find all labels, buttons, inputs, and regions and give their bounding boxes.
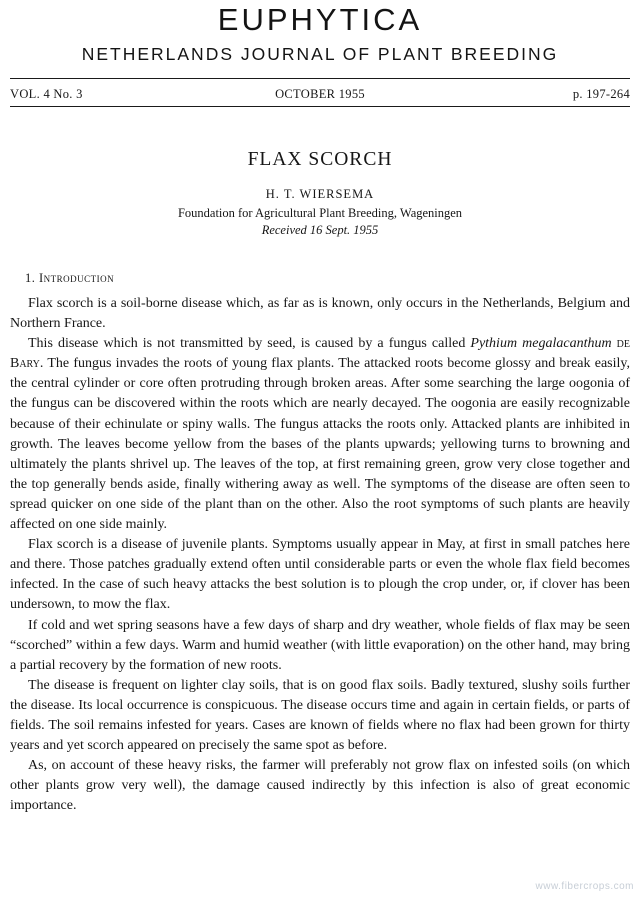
paragraph-2-start: This disease which is not transmitted by seed, is caused by a fungus called — [28, 336, 471, 352]
author-affiliation: Foundation for Agricultural Plant Breeding, Wageningen — [177, 206, 463, 220]
paragraph-3: Flax scorch is a disease of juvenile plants. Symptoms usually appear in May, at first in small patches here and there. Those patches gradually extend often until considerable parts or even the whole flax field becomes infected. In the case of such heavy attacks the best solution is to plough the crop under, or, if clover has been undersown, to mow the flax. — [10, 537, 630, 613]
section-number: 1. — [25, 271, 36, 285]
journal-subtitle: NETHERLANDS JOURNAL OF PLANT BREEDING — [81, 44, 559, 64]
section-heading — [25, 270, 114, 286]
article-title: FLAX SCORCH — [247, 149, 393, 170]
paragraph-4: If cold and wet spring seasons have a few days of sharp and dry weather, whole fields of flax may be seen “scorched” within a few days. Warm and humid weather (with little evaporation) on the other hand, may bring a partial recovery by the formation of new roots. — [10, 617, 630, 673]
volume-number: VOL. 4 No. 3 — [10, 87, 83, 101]
paragraph-6: As, on account of these heavy risks, the farmer will preferably not grow flax on infested soils (on which other plants grow very well), the damage caused indirectly by this infection is also of great economic importance. — [10, 758, 630, 814]
issue-info-row — [10, 85, 630, 103]
article-body — [10, 294, 630, 816]
article-author: H. T. WIERSEMA — [265, 187, 375, 201]
paragraph-2-rest: . The fungus invades the roots of young flax plants. The attacked roots become glossy and break easily, the central cylinder or core often protruding through broken areas. After some searching the large oogonia of the fungus can be discovered within the roots which are nearly decayed. The oogonia are easily recognizable because of their echinulate or spiny walls. The fungus attacks the roots only. Attacked plants are inhibited in growth. The leaves become yellow from the bases of the plants upwards; yellowing turns to browning and ultimately the plants shrivel up. The leaves of the top, at first remaining green, grow very close together and the top generally bends aside, finally withering away as well. The symptoms of the disease are often seen to spread quicker on one side of the plant than on the other. Also the root symptoms of such plants are heavily affected on one side mainly. — [10, 356, 630, 533]
paragraph-2 — [10, 334, 630, 535]
issue-date: OCTOBER 1955 — [275, 87, 365, 101]
journal-name: EUPHYTICA — [217, 2, 423, 37]
site-watermark: www.fibercrops.com — [535, 881, 634, 892]
masthead-top-rule — [10, 78, 630, 79]
species-name: Pythium megalacanthum — [470, 336, 612, 352]
received-date: Received 16 Sept. 1955 — [261, 223, 379, 237]
section-title: Introduction — [39, 271, 115, 285]
paragraph-5: The disease is frequent on lighter clay soils, that is on good flax soils. Badly textured, slushy soils further the disease. Its local occurrence is conspicuous. The disease occurs time and again in certain fields, or parts of fields. The soil remains infested for years. Cases are known of fields where no flax had been grown for thirty years and yet scorch appeared on precisely the same spot as before. — [10, 677, 630, 754]
species-authority: de Bary — [10, 336, 631, 372]
page-range: p. 197-264 — [572, 87, 630, 101]
masthead-bottom-rule — [10, 106, 630, 107]
paragraph-1: Flax scorch is a soil-borne disease which, as far as is known, only occurs in the Netherlands, Belgium and Northern France. — [10, 296, 630, 332]
